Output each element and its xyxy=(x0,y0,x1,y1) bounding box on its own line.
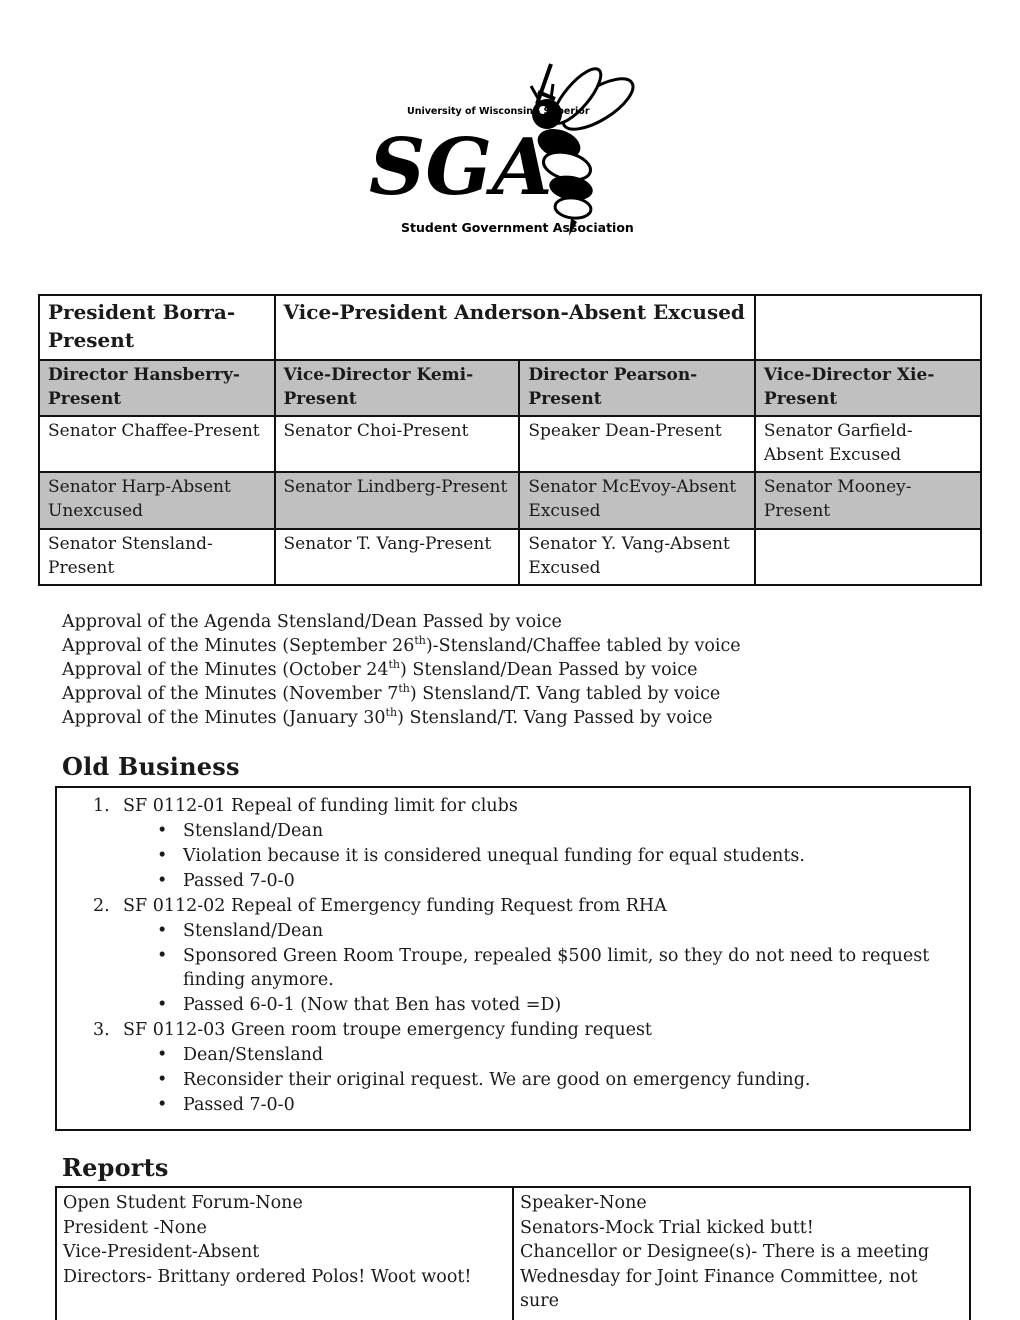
logo-area xyxy=(0,0,1020,252)
reports-row xyxy=(56,1187,970,1320)
bullet-item xyxy=(57,819,955,844)
attendance-cell: Senator Lindberg-Present xyxy=(275,472,520,528)
bullet-text: • Dean/Stensland xyxy=(183,1044,324,1065)
item-title-row xyxy=(57,1018,955,1043)
approval-text: Approval of the Minutes (January 30 xyxy=(62,708,386,729)
item-title: SF 0112-02 Repeal of Emergency funding Request from RHA xyxy=(123,895,667,916)
attendance-row-directors xyxy=(39,360,981,416)
bullet-item xyxy=(57,993,955,1018)
bullet-text: • Sponsored Green Room Troupe, repealed $500 limit, so they do not need to request finding anymore. xyxy=(183,945,930,991)
attendance-table xyxy=(38,294,982,586)
approval-text: Approval of the Minutes (September 26 xyxy=(62,635,415,656)
bullet-text: • Passed 7-0-0 xyxy=(183,871,295,892)
bullet-text: • Reconsider their original request. We are good on emergency funding. xyxy=(183,1069,811,1090)
approval-line xyxy=(62,706,1020,730)
reports-left-cell xyxy=(56,1187,513,1320)
old-business-item-2 xyxy=(57,894,955,1018)
item-bullets xyxy=(57,1043,955,1118)
bullet-item xyxy=(57,919,955,944)
approval-text: Approval of the Agenda Stensland/Dean Passed by voice xyxy=(62,611,562,632)
attendance-cell: Vice-Director Xie-Present xyxy=(755,360,981,416)
ordinal-suffix: th xyxy=(385,706,398,720)
bullet-item xyxy=(57,944,955,994)
attendance-cell: Senator Harp-Absent Unexcused xyxy=(39,472,275,528)
attendance-cell: Senator McEvoy-Absent Excused xyxy=(519,472,755,528)
old-business-box xyxy=(55,786,971,1131)
attendance-cell: Senator Mooney-Present xyxy=(755,472,981,528)
attendance-cell: Senator Choi-Present xyxy=(275,416,520,472)
report-line: Open Student Forum-None xyxy=(63,1193,303,1214)
approvals-list xyxy=(62,610,1020,731)
attendance-row-officers xyxy=(39,295,981,360)
attendance-cell: Director Pearson-Present xyxy=(519,360,755,416)
item-bullets xyxy=(57,919,955,1018)
item-title: SF 0112-03 Green room troupe emergency funding request xyxy=(123,1020,652,1041)
ordinal-suffix: th xyxy=(398,682,410,696)
bullet-text: • Violation because it is considered unequal funding for equal students. xyxy=(183,846,805,867)
attendance-cell: Senator Garfield-Absent Excused xyxy=(755,416,981,472)
bullet-text: • Passed 6-0-1 (Now that Ben has voted =D) xyxy=(183,995,562,1016)
bullet-text: • Stensland/Dean xyxy=(183,920,324,941)
attendance-row-senators-3 xyxy=(39,529,981,585)
attendance-cell-empty xyxy=(755,529,981,585)
item-number: 3. xyxy=(93,1020,110,1041)
attendance-cell: Senator T. Vang-Present xyxy=(275,529,520,585)
ordinal-suffix: th xyxy=(388,658,401,672)
reports-table xyxy=(55,1186,971,1320)
item-number: 1. xyxy=(93,796,110,817)
report-line: Senators-Mock Trial kicked butt! xyxy=(520,1217,814,1238)
reports-heading: Reports xyxy=(62,1153,169,1183)
logo-university-text: University of Wisconsin - Superior xyxy=(407,106,590,117)
attendance-cell: Senator Y. Vang-Absent Excused xyxy=(519,529,755,585)
sga-logo xyxy=(355,52,665,252)
approval-text: ) Stensland/T. Vang Passed by voice xyxy=(397,708,713,729)
report-line: Directors- Brittany ordered Polos! Woot woot! xyxy=(63,1266,472,1287)
old-business-heading: Old Business xyxy=(62,752,240,782)
report-line: Vice-President-Absent xyxy=(63,1242,260,1263)
bullet-text: • Passed 7-0-0 xyxy=(183,1094,295,1115)
attendance-row-senators-1 xyxy=(39,416,981,472)
bullet-item xyxy=(57,1093,955,1118)
report-line: President -None xyxy=(63,1217,207,1238)
approval-text: ) Stensland/T. Vang tabled by voice xyxy=(409,684,721,705)
approval-line xyxy=(62,634,1020,658)
reports-right-cell xyxy=(513,1187,970,1320)
bullet-item xyxy=(57,869,955,894)
approval-line xyxy=(62,610,1020,634)
item-bullets xyxy=(57,819,955,894)
attendance-row-senators-2 xyxy=(39,472,981,528)
logo-mascot-icon xyxy=(355,52,665,252)
bullet-item xyxy=(57,1043,955,1068)
bullet-item xyxy=(57,1068,955,1093)
approval-text: Approval of the Minutes (October 24 xyxy=(62,660,389,681)
logo-acronym: SGA xyxy=(369,122,553,213)
item-title-row xyxy=(57,794,955,819)
attendance-cell: Senator Stensland-Present xyxy=(39,529,275,585)
item-title: SF 0112-01 Repeal of funding limit for clubs xyxy=(123,796,518,817)
approval-text: Approval of the Minutes (November 7 xyxy=(62,684,399,705)
old-business-item-3 xyxy=(57,1018,955,1117)
attendance-cell: Vice-President Anderson-Absent Excused xyxy=(275,295,755,360)
old-business-item-1 xyxy=(57,794,955,893)
bullet-item xyxy=(57,844,955,869)
bullet-text: • Stensland/Dean xyxy=(183,821,324,842)
item-number: 2. xyxy=(93,895,110,916)
logo-caption: Student Government Association xyxy=(401,220,634,235)
attendance-cell-empty xyxy=(755,295,981,360)
attendance-cell: Senator Chaffee-Present xyxy=(39,416,275,472)
item-title-row xyxy=(57,894,955,919)
approval-line xyxy=(62,658,1020,682)
attendance-cell: Vice-Director Kemi-Present xyxy=(275,360,520,416)
attendance-cell: Director Hansberry-Present xyxy=(39,360,275,416)
approval-text: ) Stensland/Dean Passed by voice xyxy=(400,660,698,681)
approval-line xyxy=(62,682,1020,706)
report-line: Chancellor or Designee(s)- There is a meeting Wednesday for Joint Finance Committee, not sure xyxy=(520,1242,930,1312)
attendance-cell: Speaker Dean-Present xyxy=(519,416,755,472)
approval-text: )-Stensland/Chaffee tabled by voice xyxy=(425,635,741,656)
report-line: Speaker-None xyxy=(520,1193,647,1214)
ordinal-suffix: th xyxy=(414,634,426,648)
attendance-cell: President Borra-Present xyxy=(39,295,275,360)
